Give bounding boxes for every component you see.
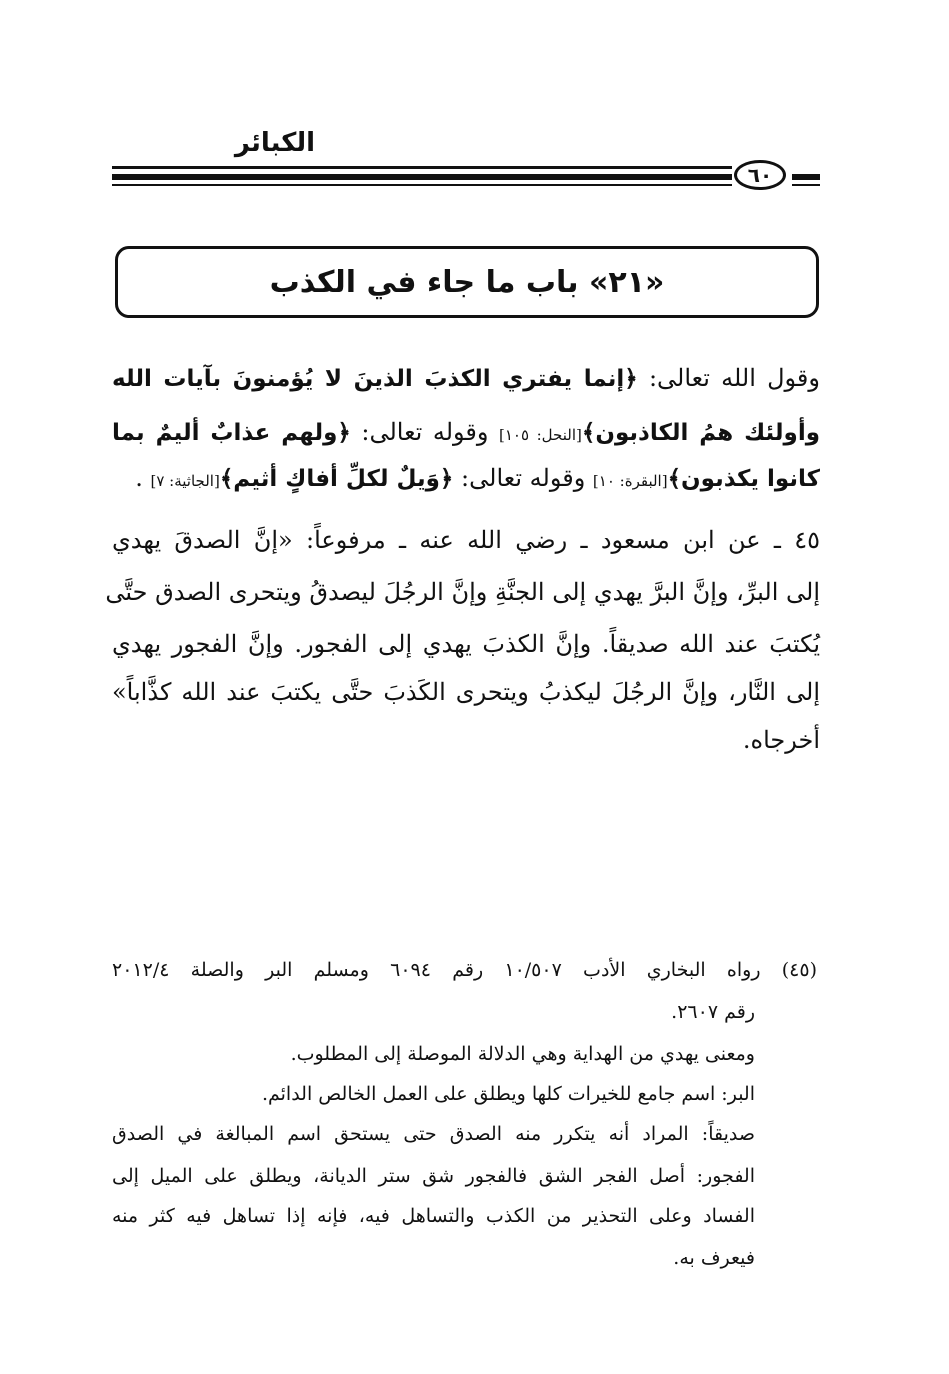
footnote-line: (٤٥) رواه البخاري الأدب ١٠/٥٠٧ رقم ٦٠٩٤ ومسلم البر والصلة ٢٠١٢/٤	[112, 959, 817, 981]
footnote-line: البر: اسم جامع للخيرات كلها ويطلق على العمل الخالص الدائم.	[261, 1083, 755, 1105]
running-title: الكبائر	[234, 128, 315, 158]
footnote-line: صديقاً: المراد أنه يتكرر منه الصدق حتى يستحق اسم المبالغة في الصدق	[112, 1123, 755, 1145]
footnote-line: ومعنى يهدي من الهداية وهي الدلالة الموصلة إلى المطلوب.	[290, 1043, 755, 1065]
quran-verse: وأولئك همُ الكاذبون﴾	[581, 420, 821, 446]
quran-verse: ﴿ولهم عذابٌ أليمٌ بما	[112, 420, 351, 446]
intro-line-2	[112, 412, 820, 454]
intro-line-3	[112, 458, 820, 500]
hadith-line: يُكتبَ عند الله صديقاً. وإنَّ الكذبَ يهدي إلى الفجور. وإنَّ الفجور يهدي	[112, 630, 820, 658]
quran-verse: ﴿وَيلٌ لكلِّ أفاكٍ أثيم﴾	[219, 466, 454, 492]
header-rule-right	[792, 184, 820, 186]
footnote-line: رقم ٢٦٠٧.	[671, 1001, 755, 1023]
hadith-line: إلى البرِّ، وإنَّ البرَّ يهدي إلى الجنَّةِ وإنَّ الرجُلَ ليصدقُ ويتحرى الصدق حتَّى	[105, 578, 820, 606]
footnote-line: فيعرف به.	[673, 1247, 755, 1269]
chapter-heading-box	[115, 246, 819, 318]
verse-reference: [البقرة: ١٠]	[592, 472, 668, 490]
header-rule-right	[792, 174, 820, 180]
verse-reference: [الجاثية: ٧]	[150, 472, 220, 490]
footnote-line: الفجور: أصل الفجر الشق فالفجور شق ستر الديانة، ويطلق على الميل إلى	[112, 1165, 755, 1187]
header-rule	[112, 166, 732, 169]
chapter-title: «٢١» باب ما جاء في الكذب	[269, 264, 665, 300]
hadith-line: ٤٥ ـ عن ابن مسعود ـ رضي الله عنه ـ مرفوعاً: «إنَّ الصدقَ يهدي	[112, 526, 820, 554]
quran-verse: ﴿إنما يفتري الكذبَ الذينَ لا يُؤمنونَ بآيات الله	[112, 366, 638, 392]
hadith-line: إلى النَّار، وإنَّ الرجُلَ ليكذبُ ويتحرى الكَذبَ حتَّى يكتبَ عند الله كذَّاباً»	[112, 678, 820, 706]
header-rule	[112, 174, 732, 180]
verse-reference: [النحل: ١٠٥]	[498, 426, 582, 444]
intro-text: وقوله تعالى:	[350, 418, 499, 446]
intro-line-1	[112, 358, 820, 400]
hadith-line: أخرجاه.	[742, 726, 820, 754]
quran-verse: كانوا يكذبون﴾	[667, 466, 820, 492]
intro-text: وقول الله تعالى:	[637, 364, 820, 392]
intro-text: وقوله تعالى:	[453, 464, 593, 492]
header-rule	[112, 184, 732, 186]
footnote-line: الفساد وعلى التحذير من الكذب والتساهل فيه، فإنه إذا تساهل فيه كثر منه	[112, 1205, 755, 1227]
page-number: ٦٠	[734, 160, 786, 190]
intro-text: .	[135, 464, 151, 492]
